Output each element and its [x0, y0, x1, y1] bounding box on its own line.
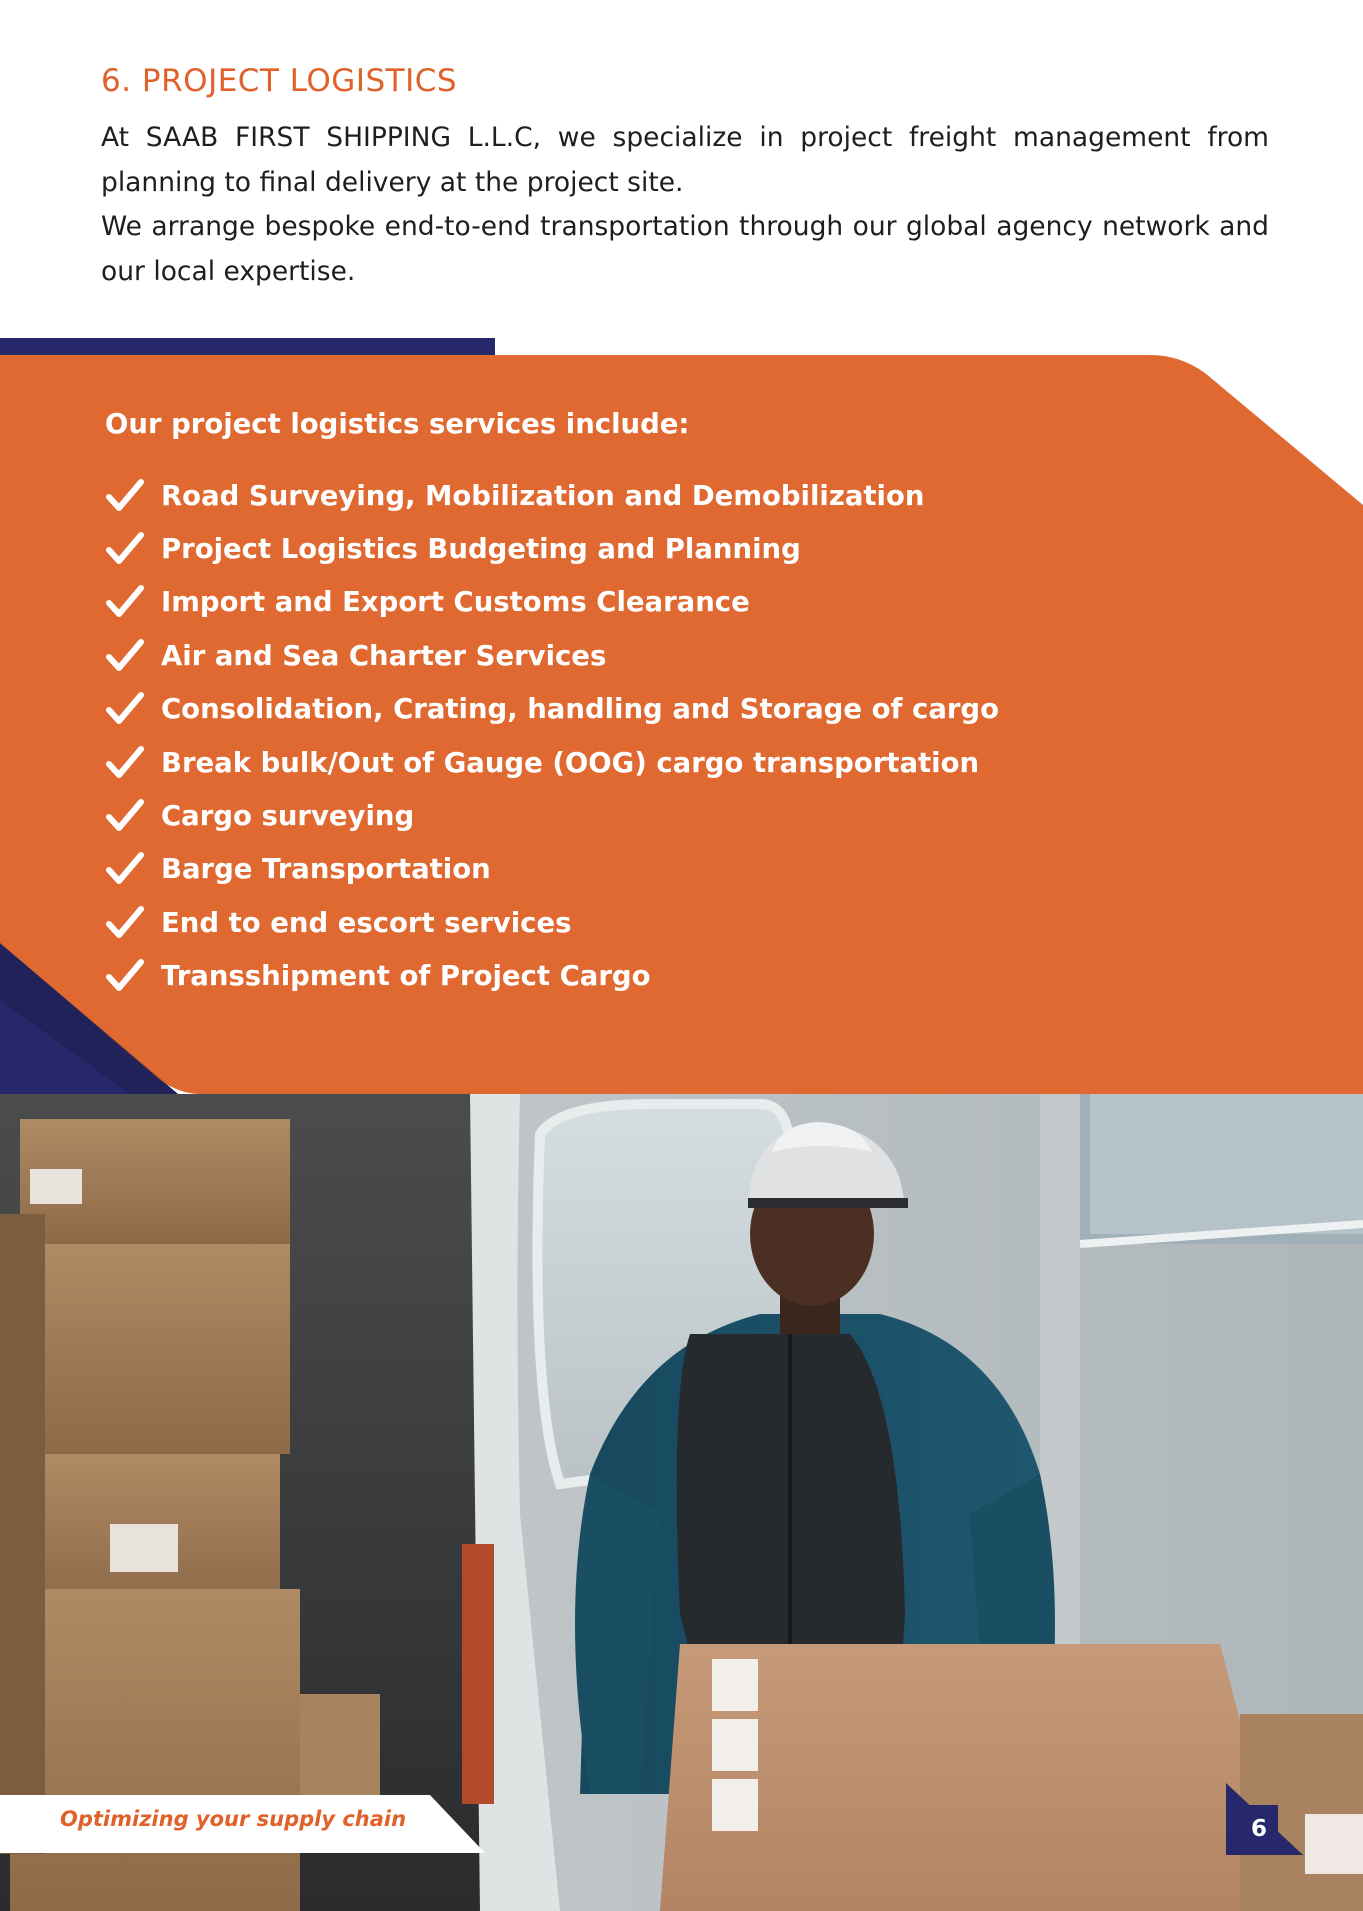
list-item	[105, 522, 999, 575]
checkmark-icon	[105, 851, 145, 887]
section-heading: 6. PROJECT LOGISTICS	[101, 63, 458, 99]
checkmark-icon	[105, 958, 145, 994]
intro-paragraph-1: At SAAB FIRST SHIPPING L.L.C, we specialize in project freight management from planning to final delivery at the project site.	[101, 122, 1269, 198]
list-item	[105, 736, 999, 789]
service-item-label: Consolidation, Crating, handling and Storage of cargo	[161, 693, 1000, 726]
list-item	[105, 843, 999, 896]
intro-paragraph-2: We arrange bespoke end-to-end transportation through our global agency network and our local expertise.	[101, 211, 1269, 287]
service-item-label: Break bulk/Out of Gauge (OOG) cargo transportation	[161, 746, 980, 779]
list-item	[105, 683, 999, 736]
list-item	[105, 896, 999, 949]
checkmark-icon	[105, 691, 145, 727]
page-number: 6	[1250, 1816, 1267, 1842]
service-item-label: Road Surveying, Mobilization and Demobilization	[161, 479, 925, 512]
service-item-label: Import and Export Customs Clearance	[161, 586, 750, 619]
checkmark-icon	[105, 531, 145, 567]
delivery-photo-illustration	[0, 1094, 1363, 1911]
checkmark-icon	[105, 638, 145, 674]
service-item-label: Cargo surveying	[161, 800, 415, 833]
service-item-label: Barge Transportation	[161, 853, 491, 886]
services-title: Our project logistics services include:	[105, 408, 690, 440]
service-item-label: Project Logistics Budgeting and Planning	[161, 533, 801, 566]
footer-tagline: Optimizing your supply chain	[60, 1807, 407, 1831]
delivery-photo	[0, 1094, 1363, 1911]
checkmark-icon	[105, 584, 145, 620]
list-item	[105, 950, 999, 1003]
checkmark-icon	[105, 745, 145, 781]
checkmark-icon	[105, 478, 145, 514]
list-item	[105, 469, 999, 522]
checkmark-icon	[105, 798, 145, 834]
service-item-label: End to end escort services	[161, 906, 572, 939]
service-item-label: Air and Sea Charter Services	[161, 639, 607, 672]
list-item	[105, 789, 999, 842]
services-list	[105, 469, 999, 1003]
list-item	[105, 629, 999, 682]
checkmark-icon	[105, 905, 145, 941]
service-item-label: Transshipment of Project Cargo	[161, 960, 651, 993]
list-item	[105, 576, 999, 629]
